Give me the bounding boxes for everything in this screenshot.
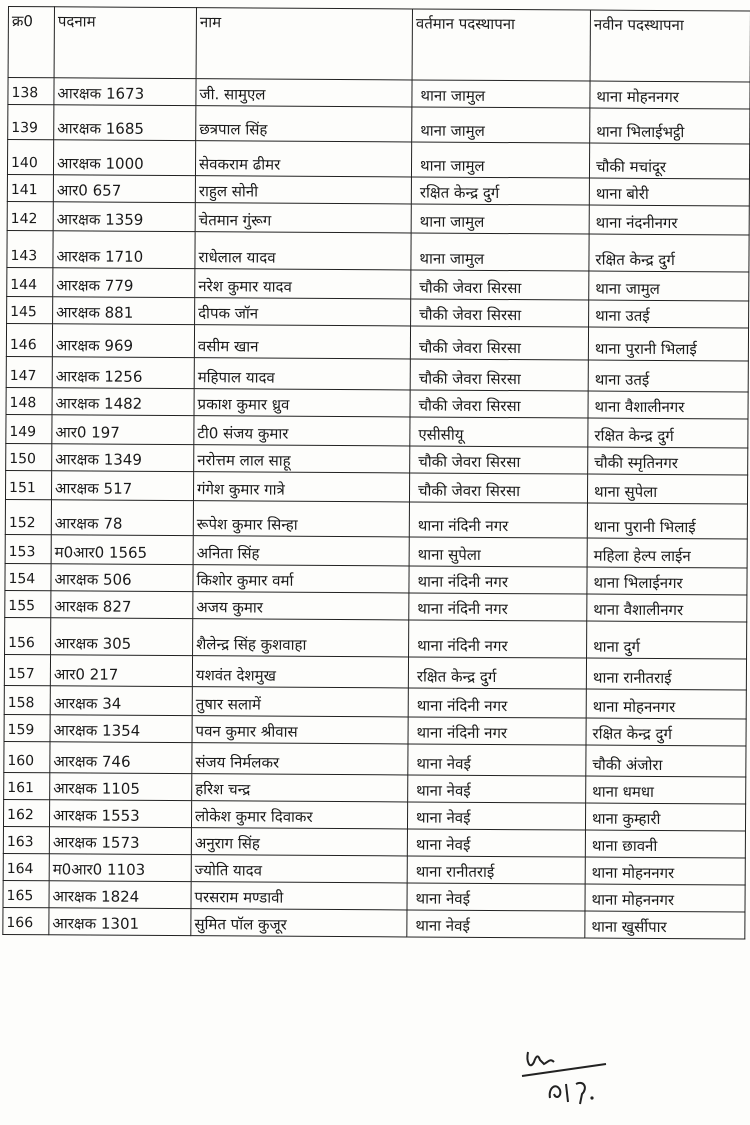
cell-new-posting: थाना वैशालीनगर	[587, 594, 747, 622]
cell-sr: 157	[4, 654, 50, 685]
table-row	[7, 140, 749, 180]
table-row	[4, 714, 746, 746]
cell-current-posting: थाना नेवई	[407, 883, 585, 911]
table-row	[5, 617, 747, 659]
cell-new-posting: थाना उतई	[588, 360, 748, 392]
cell-sr: 140	[7, 140, 53, 175]
cell-name: चेतमान गुंरूग	[195, 203, 411, 233]
cell-sr: 149	[6, 414, 52, 443]
cell-new-posting: थाना मोहननगर	[585, 857, 745, 885]
cell-current-posting: थाना जामुल	[411, 204, 589, 234]
cell-new-posting: थाना धमधा	[586, 776, 746, 804]
cell-sr: 144	[7, 267, 53, 296]
cell-current-posting: थाना जामुल	[411, 233, 589, 271]
header-designation: पदनाम	[54, 7, 196, 79]
cell-new-posting: चौकी मचांदूर	[589, 143, 749, 179]
cell-new-posting: थाना पुरानी भिलाई	[588, 327, 748, 361]
cell-designation: आरक्षक 1824	[49, 881, 191, 909]
cell-new-posting: थाना उतई	[589, 300, 749, 328]
cell-name: ज्योति यादव	[191, 855, 407, 883]
table-row	[3, 799, 745, 831]
cell-sr: 148	[6, 387, 52, 414]
table-row	[3, 880, 745, 912]
cell-name: छत्रपाल सिंह	[196, 106, 412, 142]
cell-name: नरेश कुमार यादव	[195, 269, 411, 299]
cell-sr: 152	[5, 499, 51, 534]
cell-designation: आरक्षक 305	[51, 618, 193, 656]
cell-designation: आरक्षक 1482	[52, 388, 194, 416]
cell-current-posting: थाना नंदिनी नगर	[409, 593, 587, 621]
cell-designation: आरक्षक 1573	[49, 827, 191, 855]
cell-current-posting: थाना नंदिनी नगर	[408, 688, 586, 718]
cell-new-posting: थाना सुपेला	[587, 474, 747, 504]
table-row	[6, 323, 748, 361]
cell-new-posting: रक्षित केन्द्र दुर्ग	[589, 234, 749, 272]
table-row	[7, 201, 749, 235]
cell-new-posting: थाना जामुल	[589, 271, 749, 301]
cell-current-posting: चौकी जेवरा सिरसा	[410, 359, 588, 391]
cell-designation: आरक्षक 1553	[49, 800, 191, 828]
cell-name: दीपक जॉन	[195, 298, 411, 326]
cell-name: शैलेन्द्र सिंह कुशवाहा	[193, 619, 409, 657]
cell-name: अजय कुमार	[193, 592, 409, 620]
cell-sr: 155	[5, 590, 51, 617]
table-row	[6, 387, 748, 419]
cell-designation: आर0 217	[50, 655, 192, 687]
cell-name: संजय निर्मलकर	[192, 743, 408, 775]
table-row	[7, 267, 749, 301]
cell-sr: 141	[7, 174, 53, 201]
cell-sr: 146	[6, 323, 52, 356]
header-current-posting: वर्तमान पदस्थापना	[412, 9, 590, 81]
table-row	[4, 741, 746, 777]
cell-current-posting: थाना जामुल	[412, 107, 590, 143]
table-row	[6, 414, 748, 448]
cell-current-posting: एसीसीयू	[410, 417, 588, 447]
table-row	[3, 826, 745, 858]
cell-sr: 153	[5, 534, 51, 563]
cell-current-posting: थाना जामुल	[412, 80, 590, 108]
cell-name: अनुराग सिंह	[191, 828, 407, 856]
cell-designation: आरक्षक 827	[51, 591, 193, 619]
cell-current-posting: थाना नेवई	[408, 775, 586, 803]
table-row	[5, 499, 747, 539]
cell-current-posting: रक्षित केन्द्र दुर्ग	[408, 657, 586, 689]
cell-sr: 147	[6, 356, 52, 387]
table-row	[5, 563, 747, 595]
cell-new-posting: थाना दुर्ग	[587, 621, 747, 659]
cell-name: जी. सामुएल	[196, 79, 412, 107]
header-new-posting: नवीन पदस्थापना	[590, 10, 750, 82]
cell-new-posting: थाना भिलाईभट्ठी	[590, 108, 750, 144]
cell-sr: 165	[3, 880, 49, 907]
table-row	[7, 296, 749, 328]
cell-sr: 164	[3, 853, 49, 880]
cell-new-posting: थाना पुरानी भिलाई	[587, 503, 747, 539]
cell-name: सेवकराम ढीमर	[195, 141, 411, 177]
table-row	[8, 78, 750, 110]
cell-designation: आरक्षक 506	[51, 564, 193, 592]
cell-designation: आरक्षक 78	[51, 500, 193, 536]
cell-new-posting: चौकी अंजोरा	[586, 745, 746, 777]
cell-designation: आरक्षक 881	[53, 297, 195, 325]
cell-name: किशोर कुमार वर्मा	[193, 565, 409, 593]
cell-name: हरिश चन्द्र	[192, 774, 408, 802]
cell-designation: आर0 197	[52, 415, 194, 445]
cell-sr: 156	[5, 617, 51, 654]
table-row	[5, 534, 747, 568]
table-row	[7, 230, 749, 272]
cell-designation: आरक्षक 779	[53, 268, 195, 298]
table-row	[5, 470, 747, 504]
cell-current-posting: चौकी जेवरा सिरसा	[410, 326, 588, 360]
cell-current-posting: थाना नेवई	[407, 910, 585, 938]
cell-sr: 158	[4, 685, 50, 714]
cell-name: टी0 संजय कुमार	[194, 416, 410, 446]
cell-current-posting: थाना नेवई	[408, 744, 586, 776]
cell-current-posting: चौकी जेवरा सिरसा	[411, 299, 589, 327]
cell-current-posting: चौकी जेवरा सिरसा	[410, 446, 588, 474]
cell-current-posting: रक्षित केन्द्र दुर्ग	[411, 177, 589, 205]
cell-current-posting: थाना सुपेला	[409, 537, 587, 567]
table-row	[4, 685, 746, 719]
header-name: नाम	[196, 8, 412, 80]
cell-designation: आरक्षक 1710	[53, 231, 195, 269]
cell-designation: म0आर0 1103	[49, 854, 191, 882]
signature	[510, 1040, 620, 1110]
cell-name: परसराम मण्डावी	[191, 882, 407, 910]
cell-new-posting: रक्षित केन्द्र दुर्ग	[586, 718, 746, 746]
cell-new-posting: थाना मोहननगर	[590, 81, 750, 109]
cell-designation: आरक्षक 1000	[53, 140, 195, 176]
cell-sr: 161	[4, 772, 50, 799]
cell-sr: 166	[3, 907, 49, 934]
cell-new-posting: थाना मोहननगर	[586, 689, 746, 719]
cell-designation: आरक्षक 1349	[52, 444, 194, 472]
cell-new-posting: रक्षित केन्द्र दुर्ग	[588, 418, 748, 448]
cell-sr: 162	[3, 799, 49, 826]
cell-new-posting: चौकी स्मृतिनगर	[588, 447, 748, 475]
cell-name: यशवंत देशमुख	[192, 656, 408, 688]
cell-sr: 139	[8, 105, 54, 140]
cell-current-posting: थाना नेवई	[407, 829, 585, 857]
cell-current-posting: थाना नंदिनी नगर	[409, 620, 587, 658]
cell-new-posting: महिला हेल्प लाईन	[587, 538, 747, 568]
cell-new-posting: थाना खुर्सीपार	[585, 911, 745, 939]
table-row	[6, 443, 748, 475]
cell-sr: 154	[5, 563, 51, 590]
cell-designation: आर0 657	[53, 175, 195, 203]
cell-name: राहुल सोनी	[195, 176, 411, 204]
transfer-table	[2, 6, 750, 940]
cell-sr: 143	[7, 230, 53, 267]
cell-new-posting: थाना भिलाईनगर	[587, 567, 747, 595]
cell-new-posting: थाना छावनी	[585, 830, 745, 858]
cell-designation: आरक्षक 746	[50, 742, 192, 774]
cell-new-posting: थाना वैशालीनगर	[588, 391, 748, 419]
table-row	[4, 654, 746, 690]
cell-name: लोकेश कुमार दिवाकर	[191, 801, 407, 829]
cell-sr: 163	[3, 826, 49, 853]
cell-designation: आरक्षक 1673	[54, 78, 196, 106]
cell-designation: आरक्षक 1359	[53, 202, 195, 232]
cell-sr: 151	[5, 470, 51, 499]
table-row	[3, 853, 745, 885]
cell-current-posting: चौकी जेवरा सिरसा	[410, 390, 588, 418]
cell-name: वसीम खान	[194, 325, 410, 359]
cell-new-posting: थाना कुम्हारी	[585, 803, 745, 831]
cell-current-posting: चौकी जेवरा सिरसा	[411, 270, 589, 300]
cell-name: राधेलाल यादव	[195, 232, 411, 270]
cell-name: पवन कुमार श्रीवास	[192, 716, 408, 744]
cell-designation: आरक्षक 1256	[52, 357, 194, 389]
cell-current-posting: थाना नंदिनी नगर	[409, 566, 587, 594]
cell-current-posting: थाना नेवई	[407, 802, 585, 830]
cell-designation: म0आर0 1565	[51, 535, 193, 565]
header-row	[8, 7, 750, 83]
cell-designation: आरक्षक 517	[51, 471, 193, 501]
cell-name: प्रकाश कुमार ध्रुव	[194, 389, 410, 417]
cell-name: गंगेश कुमार गात्रे	[193, 472, 409, 502]
cell-current-posting: थाना नंदिनी नगर	[409, 502, 587, 538]
cell-sr: 142	[7, 201, 53, 230]
cell-name: तुषार सलामें	[192, 687, 408, 717]
cell-sr: 150	[6, 443, 52, 470]
cell-name: सुमित पॉल कुजूर	[191, 909, 407, 937]
cell-designation: आरक्षक 1685	[54, 105, 196, 141]
table-row	[6, 356, 748, 392]
table-row	[7, 174, 749, 206]
cell-name: महिपाल यादव	[194, 358, 410, 390]
cell-name: नरोत्तम लाल साहू	[194, 445, 410, 473]
cell-sr: 159	[4, 714, 50, 741]
cell-current-posting: चौकी जेवरा सिरसा	[409, 473, 587, 503]
cell-designation: आरक्षक 34	[50, 686, 192, 716]
cell-new-posting: थाना बोरी	[589, 178, 749, 206]
cell-designation: आरक्षक 1354	[50, 715, 192, 743]
cell-sr: 160	[4, 741, 50, 772]
cell-current-posting: थाना रानीतराई	[407, 856, 585, 884]
cell-designation: आरक्षक 1105	[50, 773, 192, 801]
cell-name: अनिता सिंह	[193, 536, 409, 566]
cell-designation: आरक्षक 969	[52, 324, 194, 358]
table-row	[3, 907, 745, 939]
cell-new-posting: थाना नंदनीनगर	[589, 205, 749, 235]
table-row	[4, 772, 746, 804]
cell-new-posting: थाना मोहननगर	[585, 884, 745, 912]
cell-designation: आरक्षक 1301	[49, 908, 191, 936]
cell-current-posting: थाना जामुल	[411, 142, 589, 178]
cell-sr: 145	[7, 296, 53, 323]
cell-sr: 138	[8, 78, 54, 105]
header-sr: क्र0	[8, 7, 54, 78]
cell-new-posting: थाना रानीतराई	[586, 658, 746, 690]
table-row	[8, 105, 750, 145]
cell-name: रूपेश कुमार सिन्हा	[193, 501, 409, 537]
table-row	[5, 590, 747, 622]
cell-current-posting: थाना नंदिनी नगर	[408, 717, 586, 745]
